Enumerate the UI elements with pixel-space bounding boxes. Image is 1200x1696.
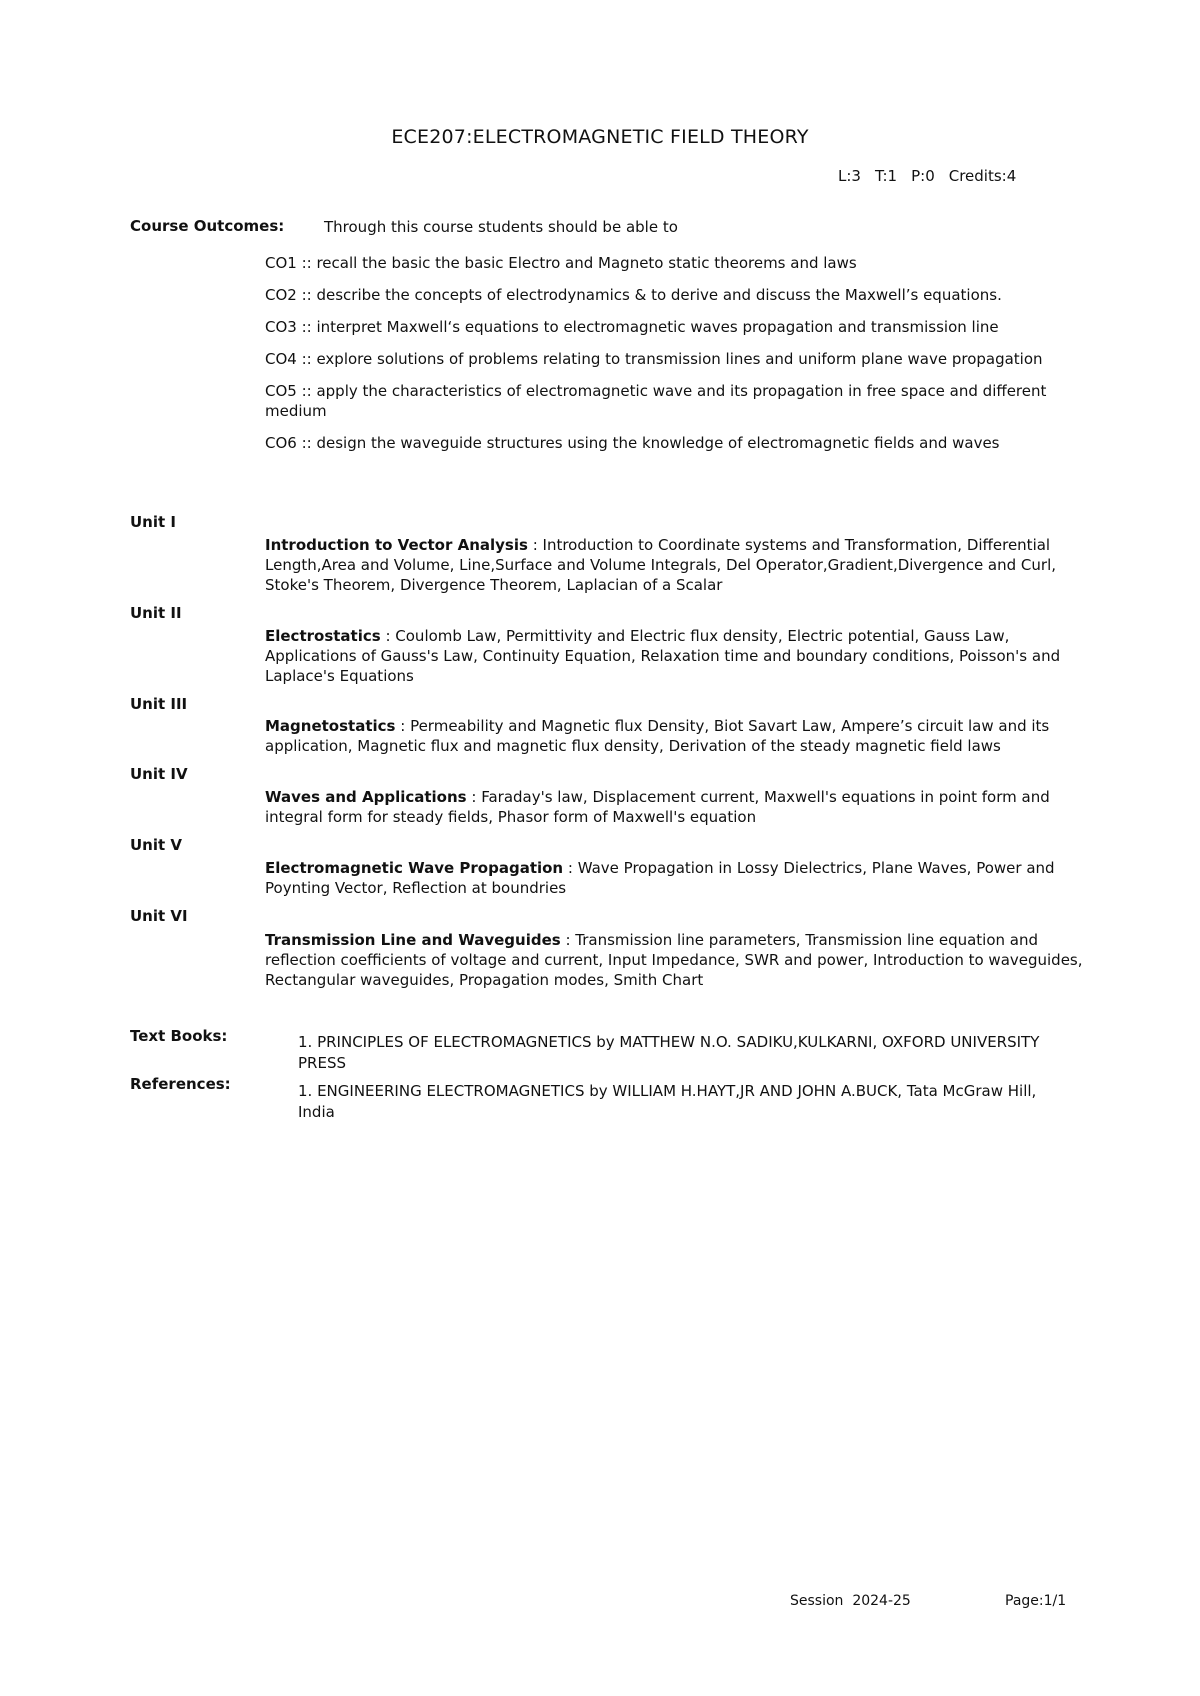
unit-description: Permeability and Magnetic flux Density, Biot Savart Law, Ampere’s circuit law and its application, Magnetic flux and magnetic flux density, Derivation of the steady magnetic field laws xyxy=(265,717,1050,755)
course-title: ECE207:ELECTROMAGNETIC FIELD THEORY xyxy=(391,126,809,148)
course-outcome-item: CO2 :: describe the concepts of electrodynamics & to derive and discuss the Maxwell’s equations. xyxy=(265,286,1002,304)
course-outcome-item: CO3 :: interpret Maxwell‘s equations to electromagnetic waves propagation and transmission line xyxy=(265,318,999,336)
course-outcomes-list xyxy=(265,253,1095,465)
session-label: Session xyxy=(790,1593,844,1609)
unit-topic: Waves and Applications xyxy=(265,788,467,806)
unit-content xyxy=(265,858,1100,898)
unit-description: Coulomb Law, Permittivity and Electric flux density, Electric potential, Gauss Law, Applications of Gauss's Law, Continuity Equation, Relaxation time and boundary conditions, Poisson's and Laplace's Equations xyxy=(265,627,1061,685)
unit-content xyxy=(265,930,1100,990)
lecture-hours: L:3 xyxy=(838,167,861,185)
course-outcome-item: CO5 :: apply the characteristics of electromagnetic wave and its propagation in free space and different medium xyxy=(265,382,1047,420)
unit-label: Unit III xyxy=(130,695,188,713)
credits-value: Credits:4 xyxy=(948,167,1017,185)
topic-separator: : xyxy=(466,788,482,806)
course-outcomes-label: Course Outcomes: xyxy=(130,217,285,235)
topic-separator: : xyxy=(563,859,578,877)
unit-topic: Transmission Line and Waveguides xyxy=(265,931,561,949)
course-outcome-item: CO4 :: explore solutions of problems relating to transmission lines and uniform plane wave propagation xyxy=(265,350,1043,368)
unit-content xyxy=(265,535,1100,595)
text-books-label: Text Books: xyxy=(130,1027,228,1045)
unit-description: Wave Propagation in Lossy Dielectrics, Plane Waves, Power and Poynting Vector, Reflection at boundries xyxy=(265,859,1055,897)
references-label: References: xyxy=(130,1075,231,1093)
session-value: 2024-25 xyxy=(852,1593,911,1609)
course-outcome-item: CO6 :: design the waveguide structures using the knowledge of electromagnetic fields and waves xyxy=(265,434,1000,452)
unit-description: Faraday's law, Displacement current, Maxwell's equations in point form and integral form for steady fields, Phasor form of Maxwell's equation xyxy=(265,788,1050,826)
unit-content xyxy=(265,716,1100,756)
credits-line xyxy=(838,166,1030,186)
unit-label: Unit V xyxy=(130,836,183,854)
practical-hours: P:0 xyxy=(911,167,935,185)
unit-label: Unit I xyxy=(130,513,176,531)
topic-separator: : xyxy=(527,536,543,554)
unit-label: Unit II xyxy=(130,604,182,622)
page-number: Page:1/1 xyxy=(1005,1593,1067,1609)
course-outcome-item: CO1 :: recall the basic the basic Electro and Magneto static theorems and laws xyxy=(265,254,857,272)
unit-description: Transmission line parameters, Transmission line equation and reflection coefficients of voltage and current, Input Impedance, SWR and power, Introduction to waveguides, Rectangular waveguides, Propagation modes, Smith Chart xyxy=(265,931,1083,989)
unit-topic: Introduction to Vector Analysis xyxy=(265,536,528,554)
unit-topic: Electromagnetic Wave Propagation xyxy=(265,859,564,877)
reference-item: 1. ENGINEERING ELECTROMAGNETICS by WILLIAM H.HAYT,JR AND JOHN A.BUCK, Tata McGraw Hill, India xyxy=(298,1082,1037,1121)
text-book-item: 1. PRINCIPLES OF ELECTROMAGNETICS by MATTHEW N.O. SADIKU,KULKARNI, OXFORD UNIVERSITY PRESS xyxy=(298,1033,1040,1072)
session-footer xyxy=(790,1591,911,1611)
tutorial-hours: T:1 xyxy=(874,167,898,185)
course-outcomes-intro: Through this course students should be able to xyxy=(324,218,678,236)
unit-content xyxy=(265,787,1100,827)
unit-description: Introduction to Coordinate systems and Transformation, Differential Length,Area and Volume, Line,Surface and Volume Integrals, Del Operator,Gradient,Divergence and Curl, Stoke's Theorem, Divergence Theorem, Laplacian of a Scalar xyxy=(265,536,1057,594)
unit-label: Unit IV xyxy=(130,765,188,783)
topic-separator: : xyxy=(560,931,576,949)
unit-content xyxy=(265,626,1100,686)
topic-separator: : xyxy=(380,627,396,645)
unit-label: Unit VI xyxy=(130,907,188,925)
unit-topic: Magnetostatics xyxy=(265,717,396,735)
unit-topic: Electrostatics xyxy=(265,627,381,645)
topic-separator: : xyxy=(395,717,411,735)
